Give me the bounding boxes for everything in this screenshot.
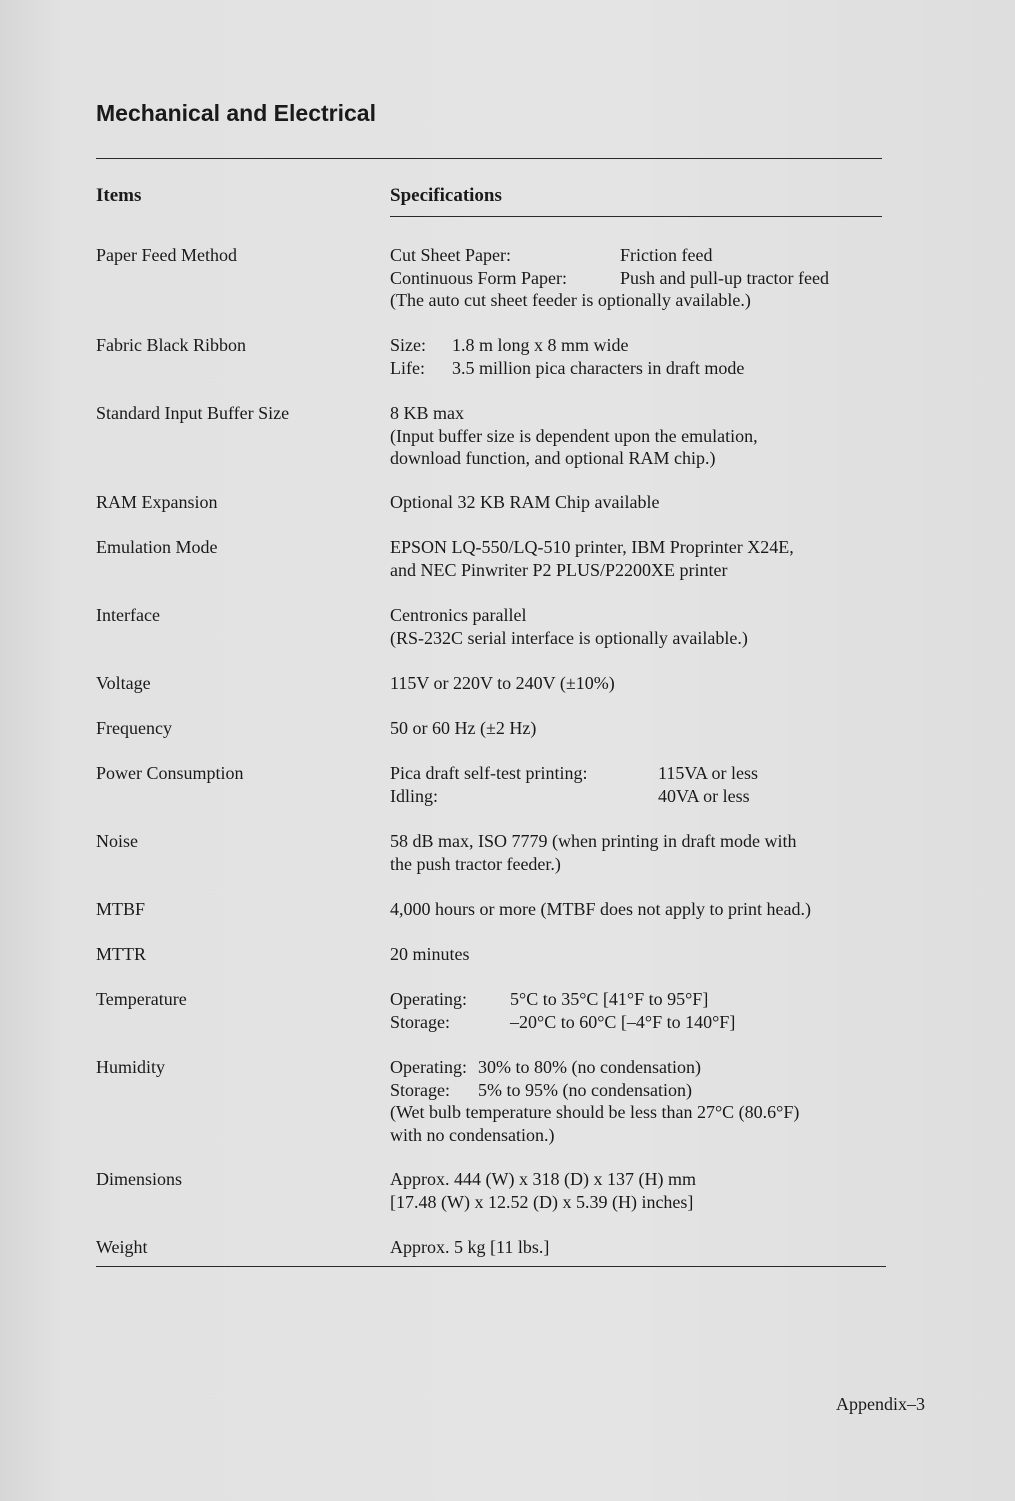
row-label: MTBF bbox=[96, 899, 146, 919]
row-label: Power Consumption bbox=[96, 763, 244, 783]
spec-value: 1.8 m long x 8 mm wide bbox=[452, 335, 629, 355]
column-header-items: Items bbox=[96, 185, 142, 206]
spec-key: Idling: bbox=[390, 785, 438, 806]
spec-text: 58 dB max, ISO 7779 (when printing in draft mode with bbox=[390, 831, 797, 851]
spec-value: 40VA or less bbox=[658, 785, 750, 806]
column-header-specifications: Specifications bbox=[390, 185, 502, 206]
spec-text: Optional 32 KB RAM Chip available bbox=[390, 492, 660, 512]
row-label: Emulation Mode bbox=[96, 537, 218, 557]
spec-value: 5°C to 35°C [41°F to 95°F] bbox=[510, 989, 709, 1009]
spec-text: 4,000 hours or more (MTBF does not apply to print head.) bbox=[390, 899, 811, 919]
spec-text: (Input buffer size is dependent upon the emulation, bbox=[390, 425, 758, 446]
spec-key: Storage: bbox=[390, 1079, 450, 1100]
spec-key: Cut Sheet Paper: bbox=[390, 245, 511, 265]
row-label: Standard Input Buffer Size bbox=[96, 403, 290, 423]
spec-text: (Wet bulb temperature should be less than 27°C (80.6°F) bbox=[390, 1102, 800, 1122]
spec-value: 115VA or less bbox=[658, 763, 759, 783]
spec-text: download function, and optional RAM chip.) bbox=[390, 448, 716, 468]
spec-text: EPSON LQ-550/LQ-510 printer, IBM Proprinter X24E, bbox=[390, 537, 794, 557]
spec-key: Continuous Form Paper: bbox=[390, 267, 568, 288]
spec-key: Size: bbox=[390, 335, 426, 355]
row-label: Interface bbox=[96, 605, 160, 625]
spec-value: 5% to 95% (no condensation) bbox=[478, 1079, 692, 1100]
row-label: Frequency bbox=[96, 718, 172, 738]
row-label: Noise bbox=[96, 831, 138, 851]
row-label: Paper Feed Method bbox=[96, 245, 237, 265]
spec-text: 50 or 60 Hz (±2 Hz) bbox=[390, 718, 537, 738]
row-label: Dimensions bbox=[96, 1169, 183, 1189]
heading-rule bbox=[96, 158, 882, 159]
row-label: Fabric Black Ribbon bbox=[96, 335, 246, 355]
table-bottom-rule bbox=[96, 1266, 886, 1267]
spec-value: –20°C to 60°C [–4°F to 140°F] bbox=[510, 1011, 736, 1032]
spec-text: 8 KB max bbox=[390, 403, 464, 423]
row-label: Temperature bbox=[96, 989, 187, 1009]
spec-key: Operating: bbox=[390, 1057, 467, 1077]
row-label: Humidity bbox=[96, 1057, 166, 1077]
spec-text: the push tractor feeder.) bbox=[390, 853, 561, 874]
row-label: RAM Expansion bbox=[96, 492, 218, 512]
spec-value: Friction feed bbox=[620, 245, 713, 265]
spec-text: (The auto cut sheet feeder is optionally available.) bbox=[390, 290, 751, 310]
spec-text: Approx. 5 kg [11 lbs.] bbox=[390, 1237, 550, 1257]
spec-key: Life: bbox=[390, 357, 425, 378]
spec-value: 30% to 80% (no condensation) bbox=[478, 1057, 701, 1077]
spec-text: Approx. 444 (W) x 318 (D) x 137 (H) mm bbox=[390, 1169, 696, 1189]
spec-key: Pica draft self-test printing: bbox=[390, 763, 588, 783]
spec-key: Storage: bbox=[390, 1011, 450, 1032]
spec-value: 3.5 million pica characters in draft mode bbox=[452, 357, 745, 378]
spec-key: Operating: bbox=[390, 989, 467, 1009]
row-label: MTTR bbox=[96, 944, 147, 964]
row-label: Weight bbox=[96, 1237, 148, 1257]
spec-text: [17.48 (W) x 12.52 (D) x 5.39 (H) inches] bbox=[390, 1191, 694, 1212]
spec-text: Centronics parallel bbox=[390, 605, 527, 625]
spec-text: 20 minutes bbox=[390, 944, 470, 964]
spec-text: with no condensation.) bbox=[390, 1124, 555, 1145]
row-label: Voltage bbox=[96, 673, 151, 693]
spec-text: 115V or 220V to 240V (±10%) bbox=[390, 673, 615, 693]
page-number: Appendix–3 bbox=[836, 1394, 925, 1414]
column-header-rule bbox=[390, 216, 882, 217]
spec-value: Push and pull-up tractor feed bbox=[620, 267, 829, 288]
section-heading: Mechanical and Electrical bbox=[96, 100, 376, 126]
spec-text: and NEC Pinwriter P2 PLUS/P2200XE printer bbox=[390, 559, 728, 580]
spec-text: (RS-232C serial interface is optionally available.) bbox=[390, 627, 748, 648]
